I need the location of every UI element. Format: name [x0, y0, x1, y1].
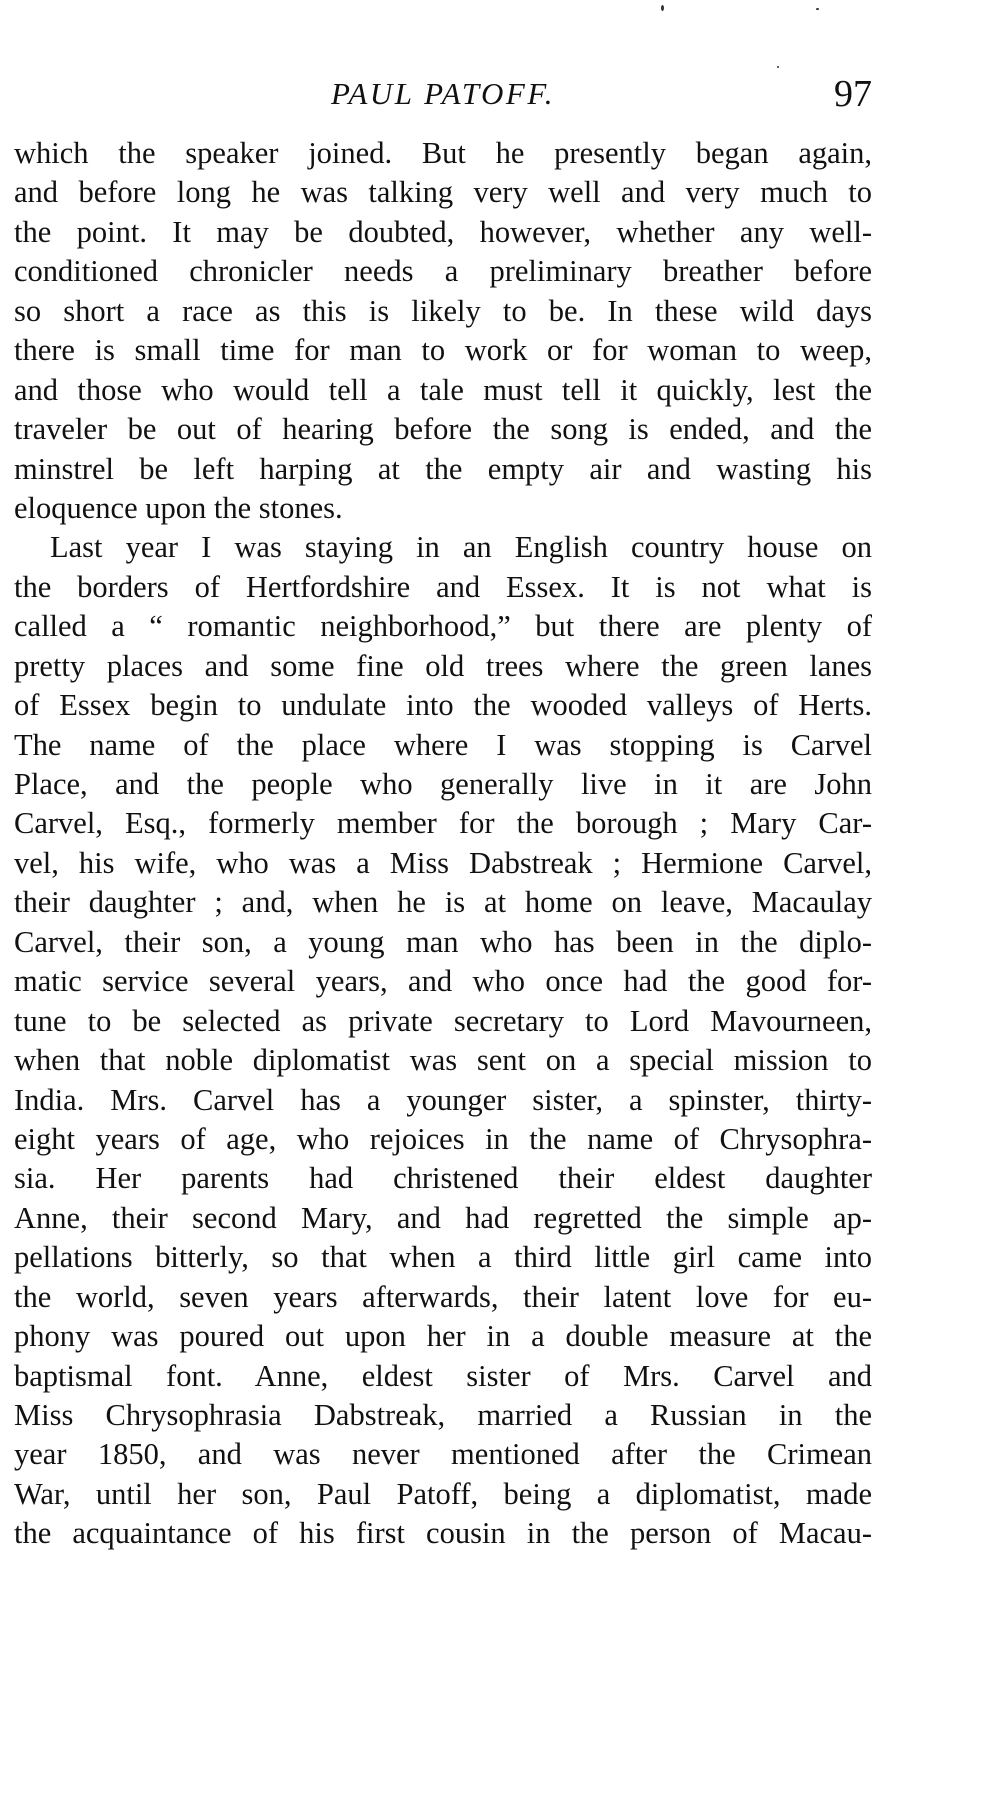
text-line: baptismal font. Anne, eldest sister of Mrs. Carvel and [14, 1358, 872, 1393]
page-number: 97 [834, 73, 872, 115]
text-line: which the speaker joined. But he presently began again, [14, 136, 872, 170]
paragraph [14, 528, 872, 1553]
text-line: pretty places and some fine old trees where the green lanes [14, 648, 872, 683]
text-line: matic service several years, and who once had the good for- [14, 964, 872, 999]
print-speck [777, 66, 779, 68]
text-line: Last year I was staying in an English country house on [50, 530, 872, 565]
text-line: the world, seven years afterwards, their latent love for eu- [14, 1279, 872, 1314]
text-line: the acquaintance of his first cousin in the person of Macau- [14, 1516, 872, 1551]
text-line: Carvel, their son, a young man who has been in the diplo- [14, 924, 872, 959]
text-line: Miss Chrysophrasia Dabstreak, married a Russian in the [14, 1398, 872, 1432]
text-line: the borders of Hertfordshire and Essex. It is not what is [14, 569, 872, 604]
text-line: traveler be out of hearing before the song is ended, and the [14, 412, 872, 447]
text-line: The name of the place where I was stopping is Carvel [14, 727, 872, 762]
print-speck [816, 8, 819, 10]
text-line: War, until her son, Paul Patoff, being a diplomatist, made [14, 1476, 872, 1511]
text-line: Carvel, Esq., formerly member for the borough ; Mary Car- [14, 806, 872, 841]
text-line: eloquence upon the stones. [14, 490, 343, 525]
print-speck [661, 5, 664, 11]
page-header [14, 73, 872, 120]
text-line: so short a race as this is likely to be. In these wild days [14, 293, 872, 328]
text-line: sia. Her parents had christened their eldest daughter [14, 1161, 872, 1196]
text-line: Place, and the people who generally live in it are John [14, 767, 872, 801]
text-line: there is small time for man to work or for woman to weep, [14, 333, 872, 368]
text-line: called a “ romantic neighborhood,” but there are plenty of [14, 609, 872, 644]
text-line: pellations bitterly, so that when a third little girl came into [14, 1240, 872, 1275]
body-text [14, 134, 872, 1554]
text-line: the point. It may be doubted, however, whether any well- [14, 214, 872, 249]
running-title: PAUL PATOFF. [330, 76, 556, 111]
text-line: when that noble diplomatist was sent on a special mission to [14, 1043, 872, 1078]
text-line: eight years of age, who rejoices in the name of Chrysophra- [14, 1121, 872, 1156]
text-line: phony was poured out upon her in a double measure at the [14, 1319, 872, 1354]
text-line: and those who would tell a tale must tell it quickly, lest the [14, 372, 872, 407]
text-line: Anne, their second Mary, and had regretted the simple ap- [14, 1200, 872, 1235]
text-line: and before long he was talking very well and very much to [14, 175, 872, 210]
paragraph [14, 134, 872, 528]
text-line: vel, his wife, who was a Miss Dabstreak ; Hermione Carvel, [14, 845, 872, 880]
text-line: India. Mrs. Carvel has a younger sister, a spinster, thirty- [14, 1082, 872, 1117]
text-line: minstrel be left harping at the empty air and wasting his [14, 451, 872, 486]
text-line: their daughter ; and, when he is at home on leave, Macaulay [14, 885, 872, 920]
text-line: tune to be selected as private secretary to Lord Mavourneen, [14, 1003, 872, 1038]
text-line: year 1850, and was never mentioned after the Crimean [14, 1437, 872, 1472]
text-line: conditioned chronicler needs a preliminary breather before [14, 254, 872, 289]
text-line: of Essex begin to undulate into the wooded valleys of Herts. [14, 688, 872, 723]
